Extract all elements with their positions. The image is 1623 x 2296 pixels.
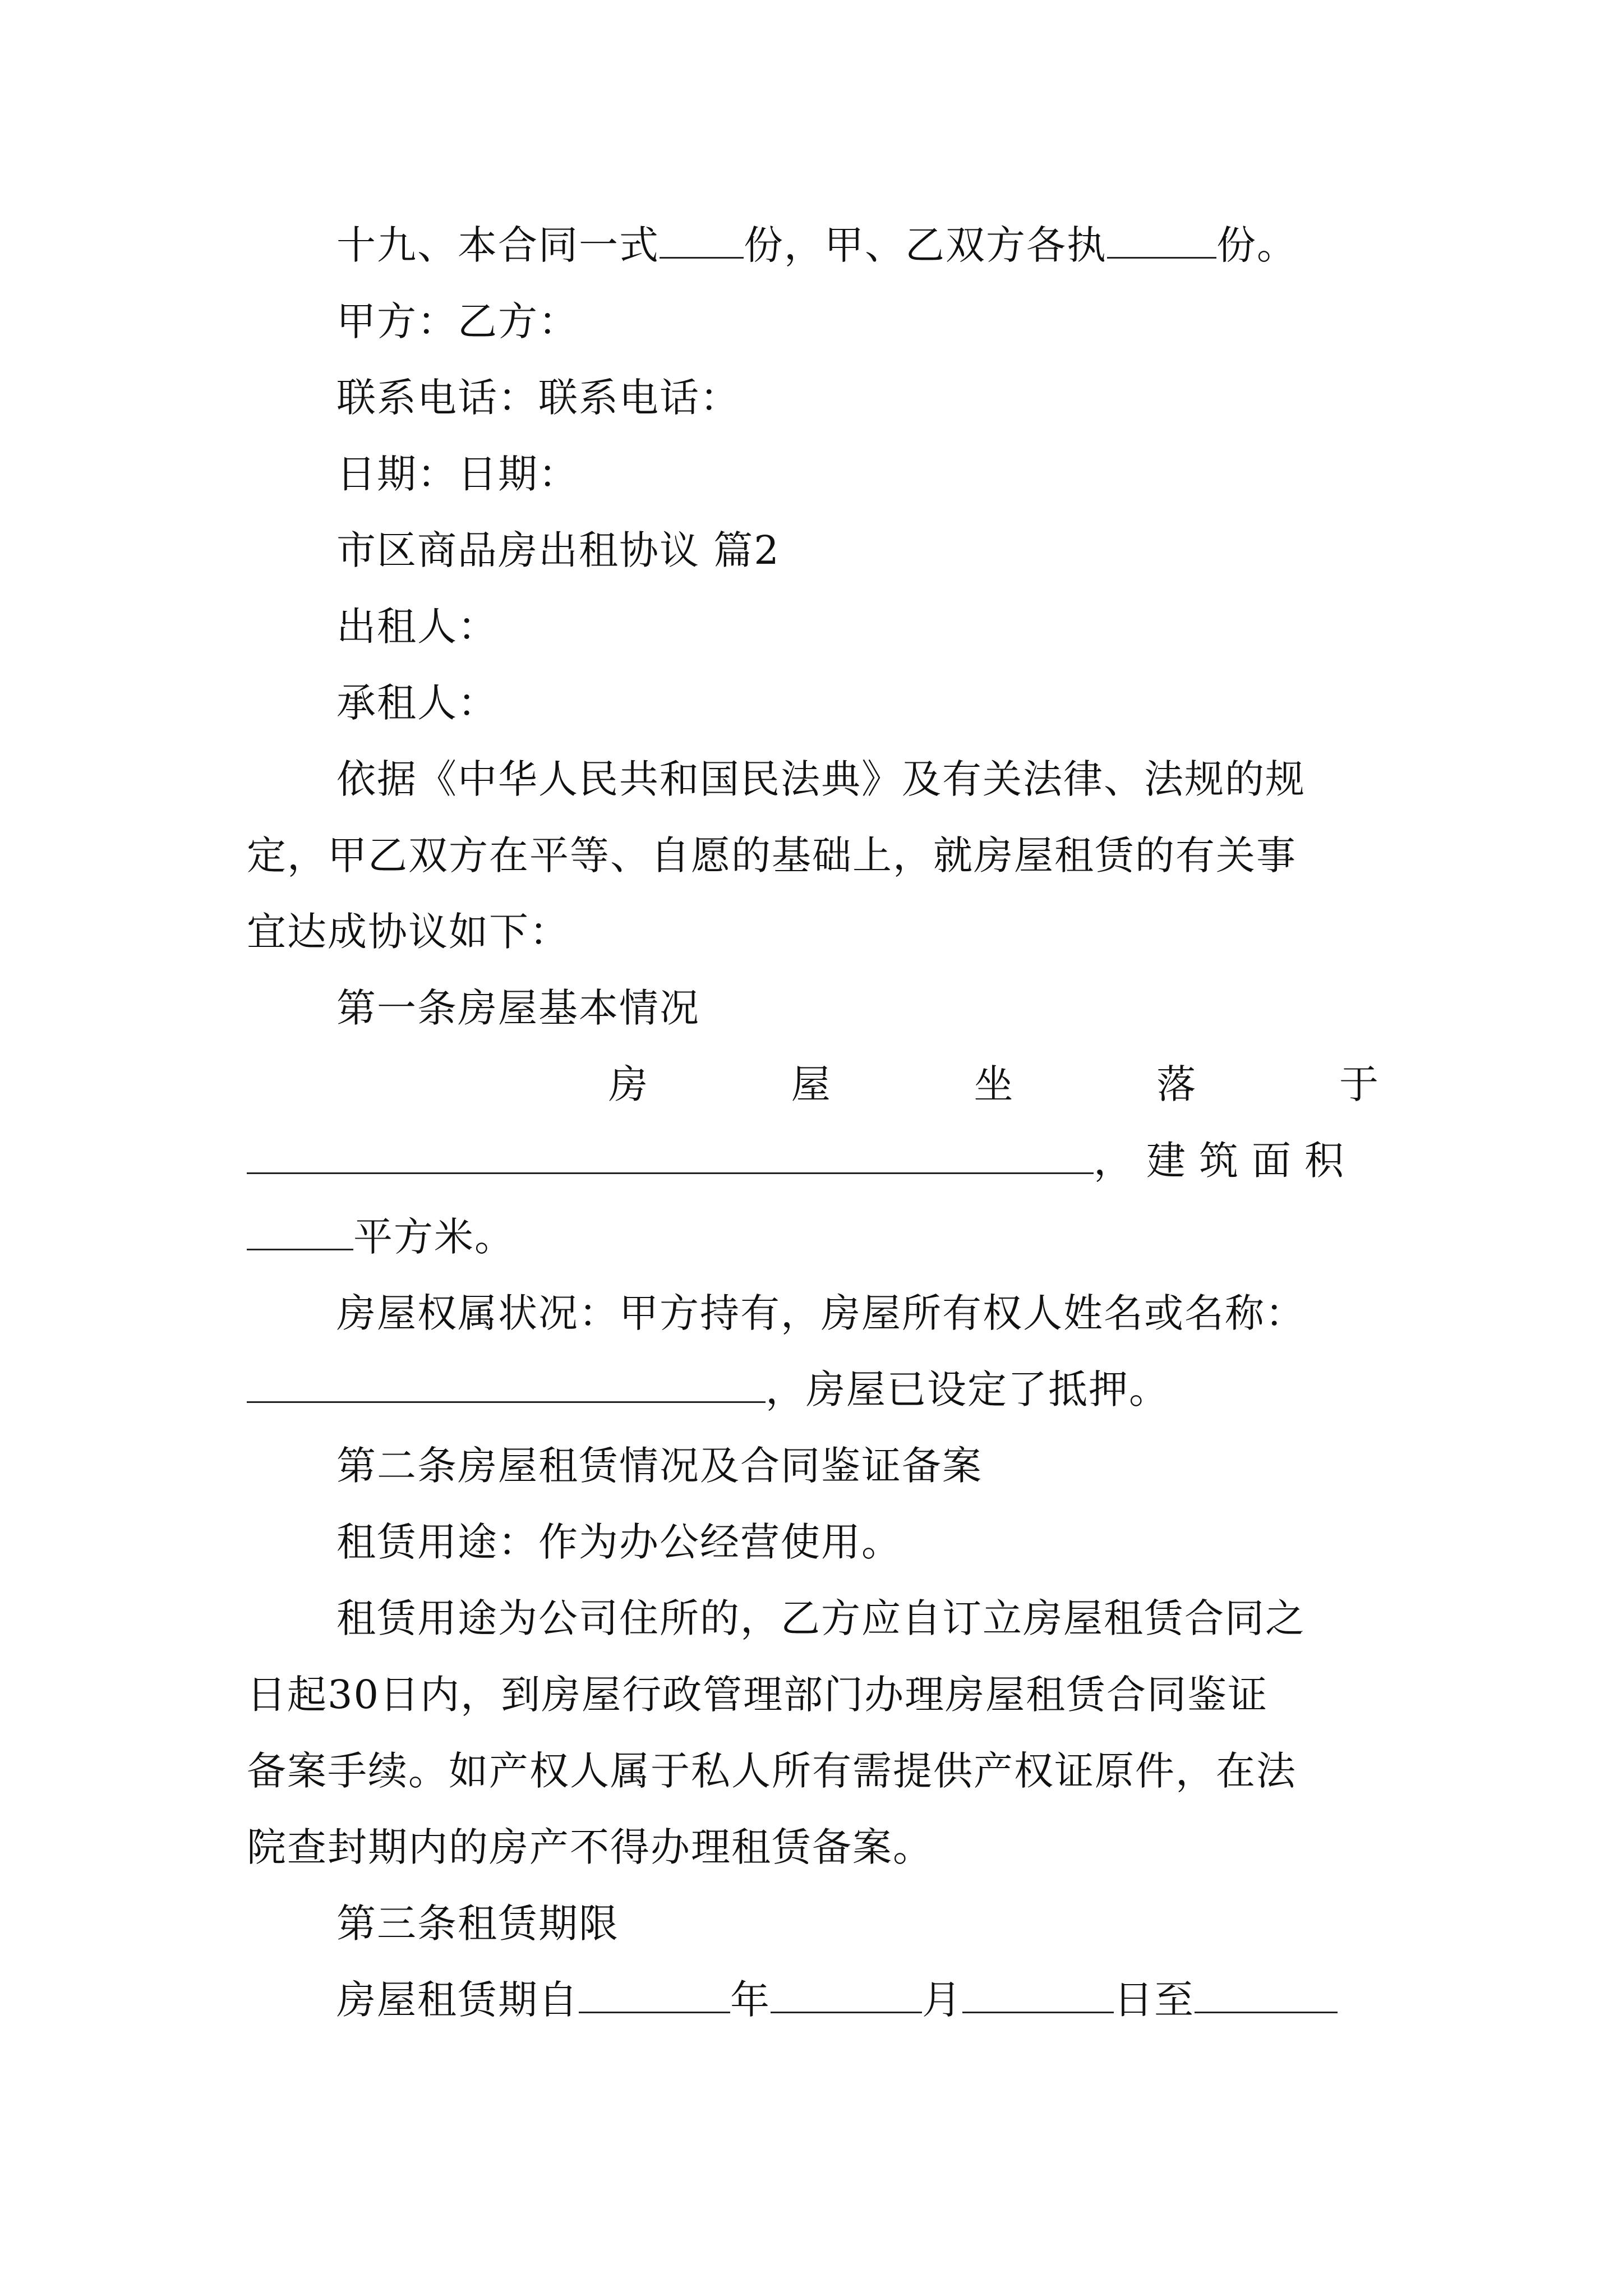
copies-each-blank bbox=[1107, 222, 1216, 259]
month-text: 月 bbox=[922, 1977, 962, 2023]
phone-line: 联系电话：联系电话： bbox=[336, 375, 740, 421]
year-text: 年 bbox=[730, 1977, 771, 2023]
paragraph-line: 院查封期内的房产不得办理租赁备案。 bbox=[247, 1824, 933, 1870]
end-year-blank bbox=[1195, 1977, 1338, 2013]
party-line: 甲方：乙方： bbox=[336, 298, 579, 344]
lessee-line: 承租人： bbox=[336, 680, 498, 726]
owner-name-line bbox=[247, 1364, 1380, 1415]
article-2-heading: 第二条房屋租赁情况及合同鉴证备案 bbox=[336, 1443, 983, 1489]
spaced-char: 屋 bbox=[791, 1061, 832, 1107]
article-3-heading: 第三条租赁期限 bbox=[336, 1901, 619, 1947]
copies-total-blank bbox=[660, 222, 744, 259]
paragraph-line: 日起30日内，到房屋行政管理部门办理房屋租赁合同鉴证 bbox=[247, 1672, 1269, 1718]
lessor-line: 出租人： bbox=[336, 604, 498, 650]
owner-name-blank bbox=[247, 1366, 766, 1403]
start-day-blank bbox=[962, 1977, 1114, 2013]
clause-19-mid-text: 份，甲、乙双方各执 bbox=[744, 222, 1107, 268]
section-title: 市区商品房出租协议 篇2 bbox=[336, 527, 780, 573]
article-1-heading: 第一条房屋基本情况 bbox=[336, 985, 700, 1031]
to-text: 日至 bbox=[1114, 1977, 1195, 2023]
area-unit-text: 平方米。 bbox=[353, 1214, 515, 1260]
lease-term-line bbox=[336, 1975, 1380, 2025]
lease-term-text: 房屋租赁期自 bbox=[336, 1977, 579, 2023]
start-month-blank bbox=[771, 1977, 922, 2013]
spaced-char: 于 bbox=[1339, 1061, 1380, 1107]
area-text: ，建筑面积 bbox=[1094, 1138, 1357, 1184]
spaced-char: 落 bbox=[1156, 1061, 1197, 1107]
paragraph-line: 租赁用途为公司住所的，乙方应自订立房屋租赁合同之 bbox=[336, 1595, 1306, 1641]
address-line bbox=[247, 1135, 1380, 1186]
address-blank bbox=[247, 1138, 1094, 1174]
location-line bbox=[608, 1059, 1380, 1110]
start-year-blank bbox=[579, 1977, 730, 2013]
paragraph-line: 依据《中华人民共和国民法典》及有关法律、法规的规 bbox=[336, 756, 1306, 802]
paragraph-line: 定，甲乙双方在平等、自愿的基础上，就房屋租赁的有关事 bbox=[247, 832, 1297, 878]
usage-line: 租赁用途：作为办公经营使用。 bbox=[336, 1519, 902, 1565]
spaced-char: 坐 bbox=[974, 1061, 1015, 1107]
spaced-char: 房 bbox=[608, 1061, 649, 1107]
ownership-line: 房屋权属状况：甲方持有，房屋所有权人姓名或名称： bbox=[336, 1290, 1306, 1336]
clause-19-line bbox=[336, 220, 1380, 270]
area-line bbox=[247, 1212, 1380, 1262]
clause-19-end-text: 份。 bbox=[1216, 222, 1297, 268]
clause-19-text: 十九、本合同一式 bbox=[336, 222, 660, 268]
paragraph-line: 备案手续。如产权人属于私人所有需提供产权证原件，在法 bbox=[247, 1748, 1297, 1794]
date-line: 日期：日期： bbox=[336, 451, 579, 497]
area-blank bbox=[247, 1214, 353, 1250]
mortgage-text: ，房屋已设定了抵押。 bbox=[766, 1366, 1169, 1412]
paragraph-line: 宜达成协议如下： bbox=[247, 909, 570, 955]
